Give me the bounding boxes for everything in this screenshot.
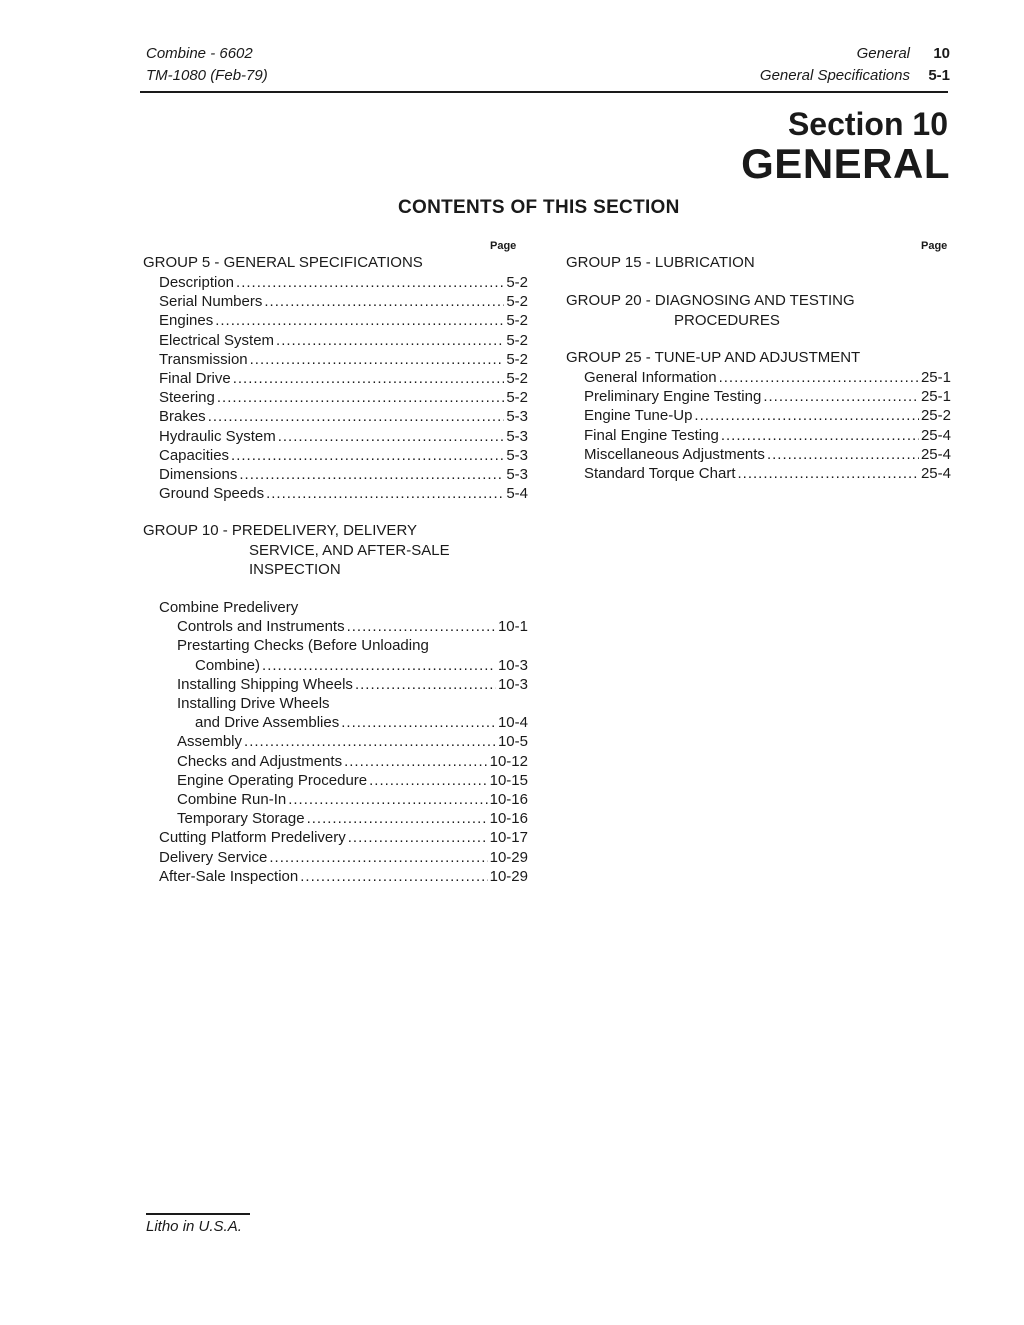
group-20-title[interactable]: GROUP 20 - DIAGNOSING AND TESTING PROCEDURES [566, 292, 855, 329]
toc-entry[interactable]: Final Engine Testing ..... 25-4 [584, 426, 951, 445]
group-15-title[interactable]: GROUP 15 - LUBRICATION [566, 254, 755, 271]
toc-entry[interactable]: Installing Shipping Wheels ..... 10-3 [177, 675, 528, 694]
toc-entry-multiline[interactable]: Prestarting Checks (Before Unloading Combine) ..... 10-3 [177, 636, 528, 674]
toc-entry[interactable]: Controls and Instruments ..... 10-1 [177, 617, 528, 636]
footer-printer-note: Litho in U.S.A. [146, 1218, 242, 1235]
group-25-title: GROUP 25 - TUNE-UP AND ADJUSTMENT [566, 349, 861, 366]
toc-entry[interactable]: Electrical System ..... 5-2 [159, 331, 528, 350]
toc-entry[interactable]: Engines ..... 5-2 [159, 311, 528, 330]
page-column-header-right: Page [921, 240, 948, 252]
toc-entry[interactable]: Preliminary Engine Testing ..... 25-1 [584, 387, 951, 406]
header-left [146, 43, 268, 87]
toc-entry[interactable]: Cutting Platform Predelivery ..... 10-17 [159, 828, 528, 847]
header-section-number: 10 [933, 45, 950, 62]
toc-entry[interactable]: Description ..... 5-2 [159, 273, 528, 292]
toc-entry[interactable]: Temporary Storage ..... 10-16 [177, 809, 528, 828]
toc-entry[interactable]: Serial Numbers ..... 5-2 [159, 292, 528, 311]
toc-entry[interactable]: Combine Run-In ..... 10-16 [177, 790, 528, 809]
group-25-list [584, 368, 951, 483]
contents-title: CONTENTS OF THIS SECTION [398, 197, 680, 218]
toc-entry[interactable]: Engine Operating Procedure ..... 10-15 [177, 771, 528, 790]
toc-entry[interactable]: Brakes ..... 5-3 [159, 407, 528, 426]
toc-entry[interactable]: General Information ..... 25-1 [584, 368, 951, 387]
header-section-name: General [856, 45, 910, 62]
group-5-list [159, 273, 528, 503]
toc-entry[interactable]: Ground Speeds ..... 5-4 [159, 484, 528, 503]
subheading-combine-predelivery: Combine Predelivery [159, 599, 299, 616]
toc-entry[interactable]: Standard Torque Chart ..... 25-4 [584, 464, 951, 483]
toc-entry[interactable]: Capacities ..... 5-3 [159, 446, 528, 465]
header-right-line2 [640, 65, 950, 87]
header-page-number: 5-1 [928, 67, 950, 84]
toc-entry[interactable]: Transmission ..... 5-2 [159, 350, 528, 369]
toc-entry[interactable]: Miscellaneous Adjustments ..... 25-4 [584, 445, 951, 464]
toc-entry[interactable]: Engine Tune-Up ..... 25-2 [584, 406, 951, 425]
toc-entry[interactable]: Hydraulic System ..... 5-3 [159, 427, 528, 446]
header-group-name: General Specifications [759, 67, 910, 84]
doc-number-date: TM-1080 (Feb-79) [146, 67, 268, 84]
toc-entry[interactable]: Steering ..... 5-2 [159, 388, 528, 407]
header-right-line1 [640, 43, 950, 65]
section-title: GENERAL [741, 140, 950, 187]
group-10-title: GROUP 10 - PREDELIVERY, DELIVERY SERVICE, AND AFTER-SALE INSPECTION [143, 522, 450, 578]
header-right [640, 43, 950, 87]
page-column-header-left: Page [490, 240, 517, 252]
footer-rule [146, 1213, 250, 1215]
group-5-title: GROUP 5 - GENERAL SPECIFICATIONS [143, 254, 423, 271]
group-10-list [159, 598, 528, 886]
section-label: Section 10 [787, 106, 948, 142]
toc-entry[interactable]: After-Sale Inspection ..... 10-29 [159, 867, 528, 886]
doc-model: Combine - 6602 [146, 45, 253, 62]
toc-entry[interactable]: Checks and Adjustments ..... 10-12 [177, 752, 528, 771]
toc-entry[interactable]: Delivery Service ..... 10-29 [159, 848, 528, 867]
toc-entry[interactable]: Dimensions ..... 5-3 [159, 465, 528, 484]
toc-entry[interactable]: Assembly ..... 10-5 [177, 732, 528, 751]
header-rule [140, 91, 948, 93]
combine-predelivery-items [159, 617, 528, 828]
toc-entry-multiline[interactable]: Installing Drive Wheels and Drive Assemblies ..... 10-4 [177, 694, 528, 732]
toc-entry[interactable]: Final Drive ..... 5-2 [159, 369, 528, 388]
